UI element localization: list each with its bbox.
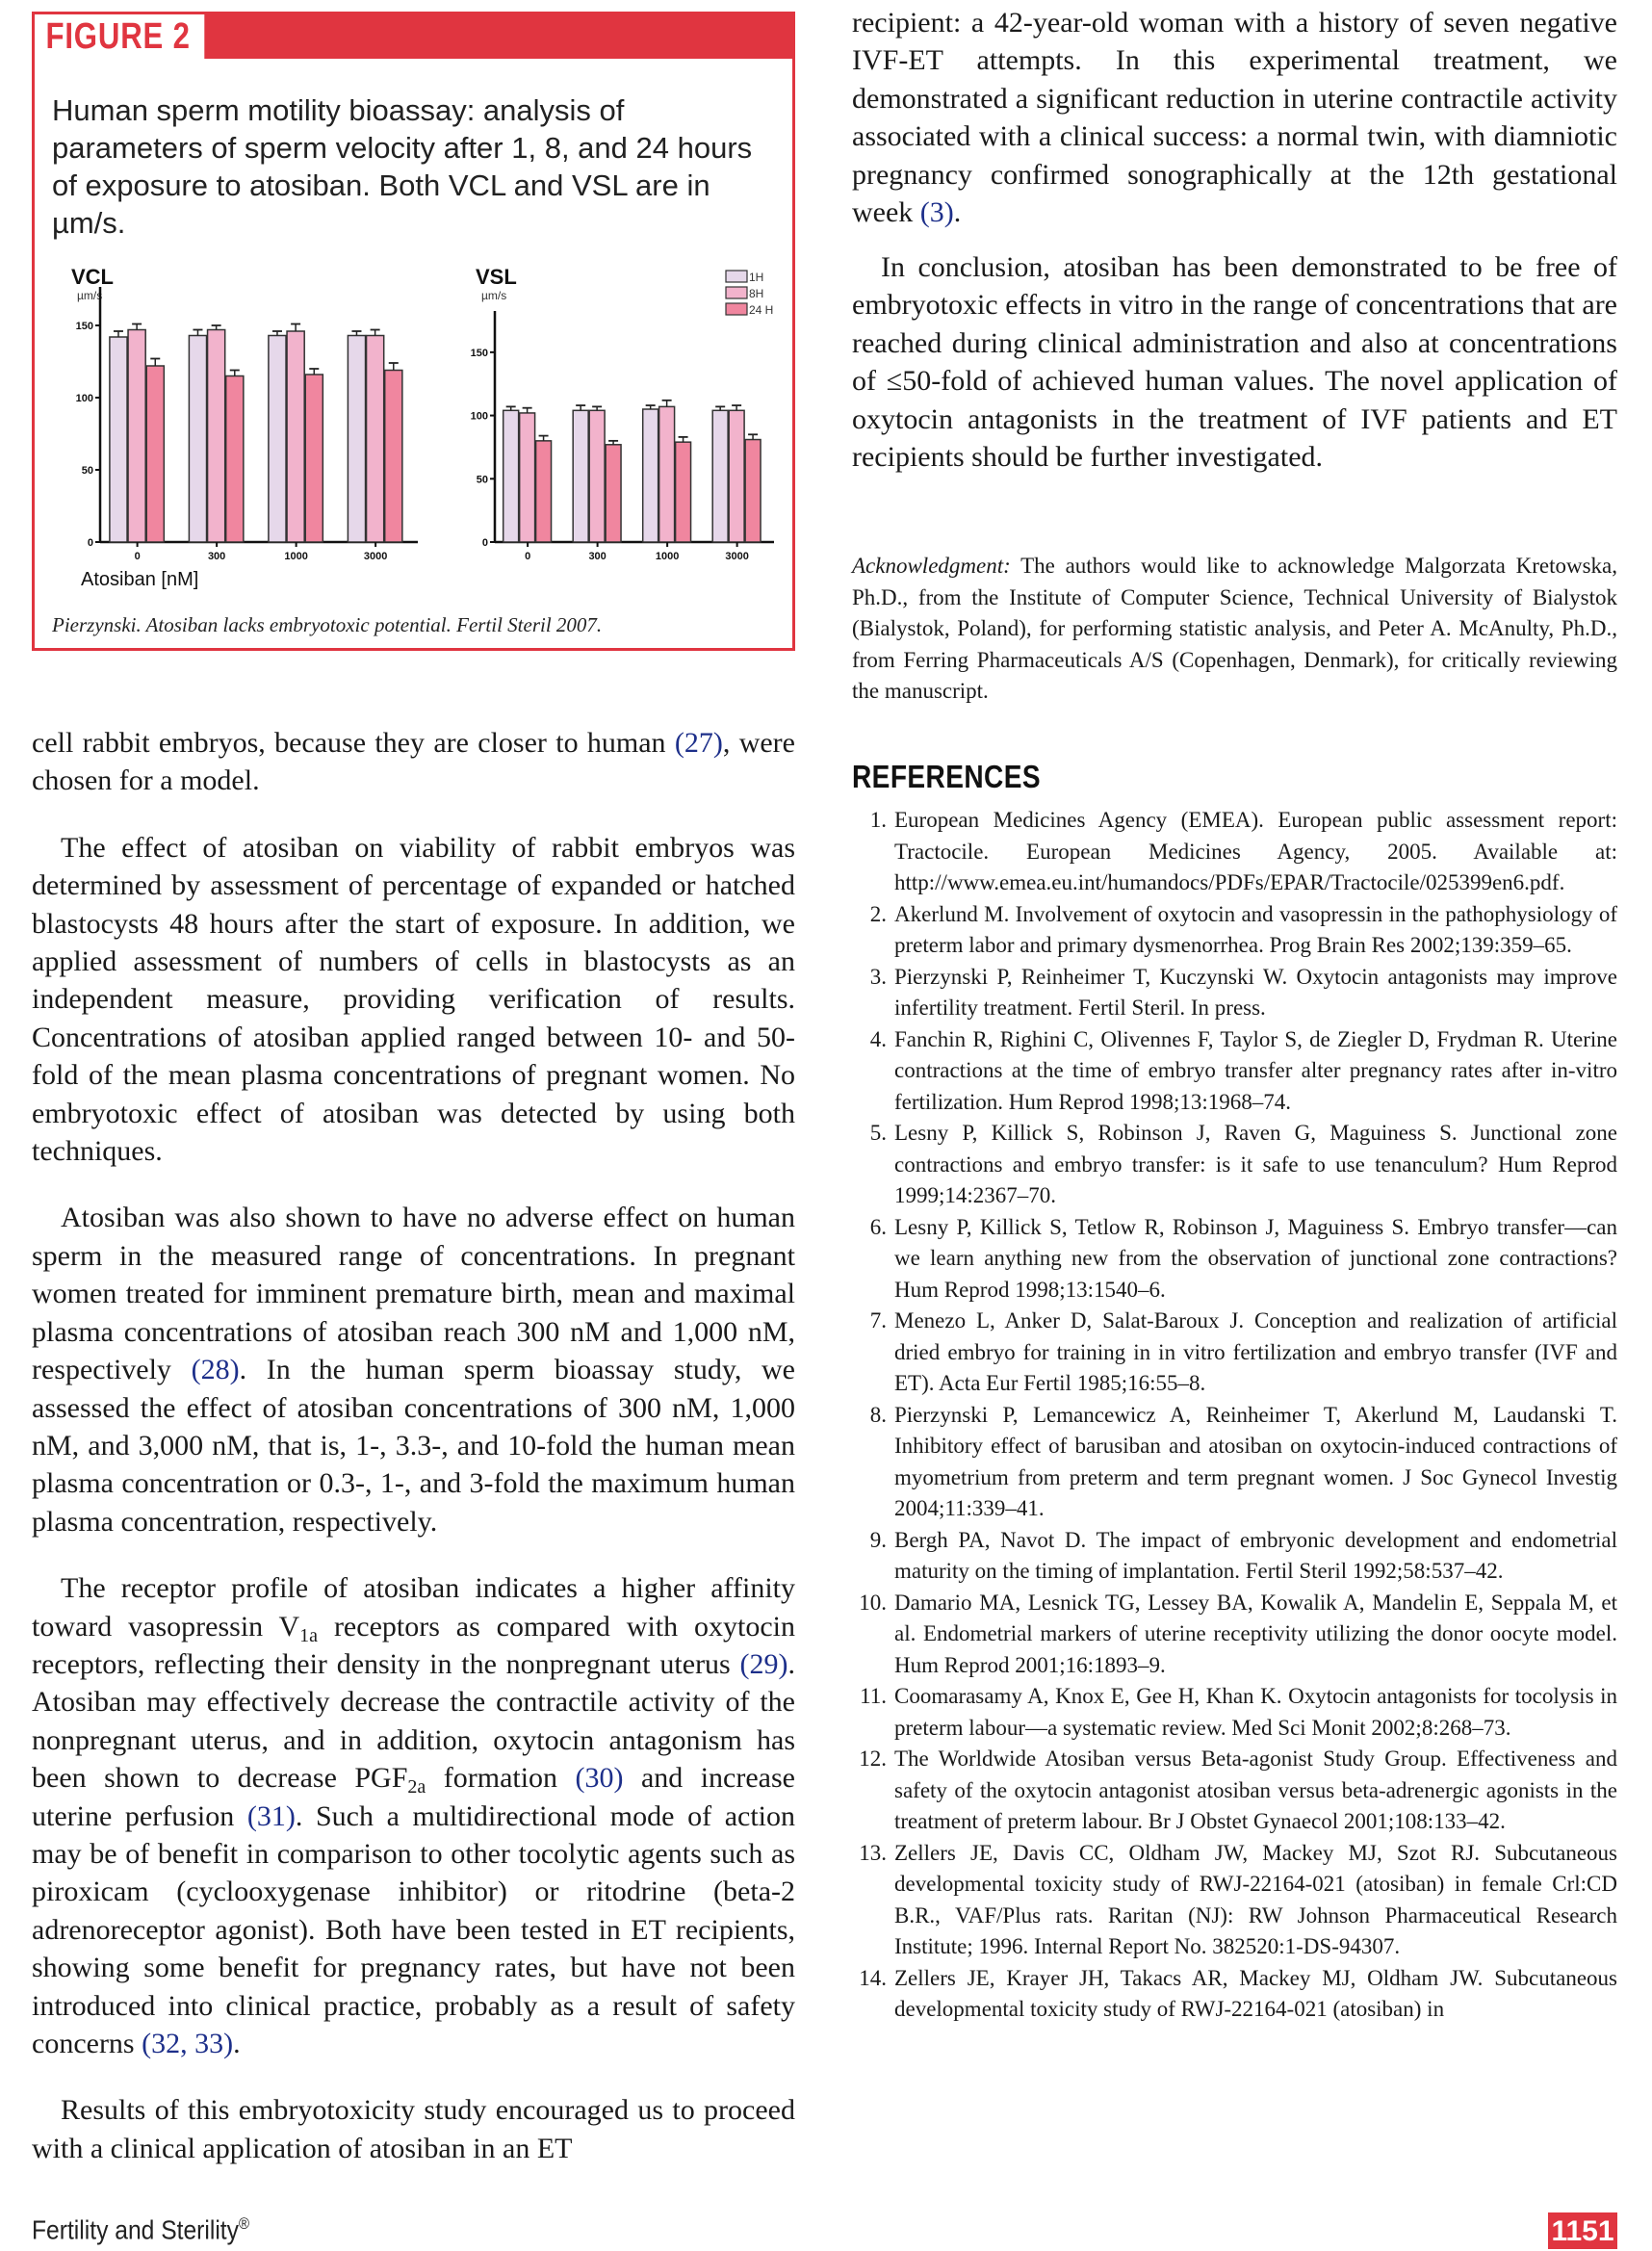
paragraph-conclusion: In conclusion, atosiban has been demonstrated to be free of embryotoxic effects in vitro in the range of concentrations that are reached during clinical administration and also at concentrations of ≤50-fold of achieved human values. The novel application of oxytocin antagonists in the treatment of IVF patients and ET recipients should be further investigated. [852, 251, 1617, 474]
right-column-top [852, 4, 1617, 231]
reference-number: 14. [859, 1965, 887, 1990]
reference-text: European Medicines Agency (EMEA). European public assessment report: Tractocile. European Medicines Agency, 2005. Available at: http://www.emea.eu.int/humandocs/PDFs/EPAR/Tractocile/025399en6.pdf. [894, 808, 1617, 894]
bar [536, 441, 552, 542]
svg-text:100: 100 [75, 393, 93, 404]
reference-item [852, 1118, 1617, 1212]
reference-item [852, 1400, 1617, 1525]
paragraph-sperm-effect: Atosiban was also shown to have no adverse effect on human sperm in the measured range of concentrations. In pregnant women treated for imminent premature birth, mean and maximal plasma concentrations of atosiban reach 300 nM and 1,000 nM, respectively (28). In the human sperm bioassay study, we assessed the effect of atosiban concentrations of 300 nM, 1,000 nM, and 3,000 nM, that is, 1-, 3.3-, and 10-fold the human mean plasma concentration or 0.3-, 1-, and 3-fold the maximum human plasma concentration, respectively. [32, 1202, 795, 1538]
reference-number: 7. [869, 1308, 887, 1332]
chart-unit-label: µm/s [77, 289, 103, 302]
paragraph-rabbit-model: cell rabbit embryos, because they are closer to human (27), were chosen for a model. [32, 727, 795, 797]
reference-text: Zellers JE, Davis CC, Oldham JW, Mackey MJ, Szot RJ. Subcutaneous developmental toxicity study of RWJ-22164-021 (atosiban) in female Crl:CD B.R., VAF/Plus rats. Raritan (NJ): RW Johnson Pharmaceutical Research Institute; 1996. Internal Report No. 382520:1-DS-94307. [894, 1840, 1617, 1958]
chart-title: VSL [476, 265, 517, 289]
legend-label: 1H [749, 271, 764, 284]
citation-link[interactable]: (32, 33) [142, 2028, 234, 2059]
reference-text: Lesny P, Killick S, Robinson J, Raven G, Maguiness S. Junctional zone contractions and embryo transfer: is it safe to use tenanculum? Hum Reprod 1999;14:2367–70. [894, 1121, 1617, 1207]
legend-label: 24 H [749, 303, 774, 317]
reference-text: Coomarasamy A, Knox E, Gee H, Khan K. Oxytocin antagonists for tocolysis in preterm labour—a systematic review. Med Sci Monit 2002;8:268–73. [894, 1684, 1617, 1740]
reference-item [852, 1744, 1617, 1838]
legend-swatch [726, 271, 747, 282]
reference-text: Damario MA, Lesnick TG, Lessey BA, Kowalik A, Mandelin E, Seppala M, et al. Endometrial markers of uterine receptivity utilizing the donor oocyte model. Hum Reprod 2001;16:1893–9. [894, 1590, 1617, 1677]
right-column-conclusion [852, 248, 1617, 476]
reference-item [852, 1024, 1617, 1119]
reference-number: 10. [859, 1590, 887, 1615]
citation-link[interactable]: (31) [246, 1799, 296, 1832]
bar [269, 336, 286, 543]
reference-item [852, 1306, 1617, 1400]
reference-number: 5. [869, 1121, 887, 1145]
bar [573, 410, 588, 542]
reference-text: Pierzynski P, Reinheimer T, Kuczynski W. Oxytocin antagonists may improve infertility treatment. Fertil Steril. In press. [894, 964, 1617, 1020]
bar [520, 413, 535, 542]
bar [226, 376, 244, 543]
reference-text: Bergh PA, Navot D. The impact of embryonic development and endometrial maturity on the timing of implantation. Fertil Steril 1992;58:537–42. [894, 1527, 1617, 1583]
citation-link[interactable]: (3) [919, 196, 954, 229]
reference-text: Akerlund M. Involvement of oxytocin and vasopressin in the pathophysiology of preterm labor and primary dysmenorrhea. Prog Brain Res 2002;139:359–65. [894, 901, 1617, 957]
x-tick-label: 3000 [725, 551, 749, 562]
reference-item [852, 805, 1617, 899]
figure-caption: Human sperm motility bioassay: analysis of parameters of sperm velocity after 1, 8, and 24 hours of exposure to atosiban. Both VCL and VSL are in µm/s. [52, 93, 753, 240]
figure-2-box [32, 12, 795, 651]
reference-item [852, 1963, 1617, 2026]
bar [503, 410, 519, 542]
reference-number: 6. [869, 1214, 887, 1239]
bar [348, 336, 365, 543]
reference-item [852, 962, 1617, 1024]
x-axis-label: Atosiban [nM] [81, 569, 199, 590]
bar [606, 445, 621, 542]
svg-text:50: 50 [476, 474, 488, 486]
svg-text:0: 0 [87, 537, 93, 549]
reference-number: 13. [859, 1840, 887, 1865]
reference-item [852, 899, 1617, 962]
reference-number: 3. [869, 964, 887, 989]
bar [287, 331, 304, 542]
bar [146, 366, 164, 542]
x-tick-label: 300 [207, 551, 226, 562]
legend-swatch [726, 303, 747, 315]
bar [367, 336, 384, 543]
acknowledgment-text: Acknowledgment: The authors would like to acknowledge Malgorzata Kretowska, Ph.D., from the Institute of Computer Science, Technical University of Bialystok (Bialystok, Poland), for performing statistic analysis, and Peter A. McAnulty, Ph.D., from Ferring Pharmaceuticals A/S (Copenhagen, Denmark), for critically reviewing the manuscript. [852, 554, 1617, 703]
bar [110, 337, 127, 542]
citation-link[interactable]: (27) [674, 727, 723, 759]
paragraph-clinical-case: recipient: a 42-year-old woman with a history of seven negative IVF-ET attempts. In this experimental treatment, we demonstrated a significant reduction in uterine contractile activity associated with a clinical success: a normal twin, with diamniotic pregnancy confirmed sonographically at the 12th gestational week (3). [852, 7, 1617, 229]
bar-chart-vcl-vsl [52, 263, 784, 595]
bar [208, 330, 225, 543]
bar [643, 409, 658, 542]
svg-text:150: 150 [470, 347, 488, 359]
reference-item [852, 1525, 1617, 1588]
reference-number: 9. [869, 1527, 887, 1552]
references-heading: REFERENCES [852, 759, 1041, 794]
figure-label: FIGURE 2 [35, 14, 205, 59]
reference-item [852, 1681, 1617, 1744]
svg-text:50: 50 [81, 465, 93, 477]
x-tick-label: 1000 [284, 551, 308, 562]
reference-text: Menezo L, Anker D, Salat-Baroux J. Conception and realization of artificial dried embryo for training in in vitro fertilization and embryo transfer (IVF and ET). Acta Eur Fertil 1985;16:55–8. [894, 1308, 1617, 1395]
reference-number: 2. [869, 901, 887, 926]
legend-swatch [726, 287, 747, 298]
x-tick-label: 300 [588, 551, 607, 562]
reference-number: 4. [869, 1026, 887, 1051]
reference-text: Fanchin R, Righini C, Olivennes F, Taylor S, de Ziegler D, Frydman R. Uterine contractions at the time of embryo transfer alter pregnancy rates after in-vitro fertilization. Hum Reprod 1998;13:1968–74. [894, 1026, 1617, 1114]
citation-link[interactable]: (28) [191, 1354, 240, 1386]
reference-number: 12. [859, 1746, 887, 1771]
reference-number: 8. [869, 1402, 887, 1427]
figure-citation: Pierzynski. Atosiban lacks embryotoxic potential. Fertil Steril 2007. [52, 613, 603, 636]
bar [589, 410, 605, 542]
x-tick-label: 1000 [655, 551, 680, 562]
svg-text:0: 0 [481, 537, 488, 549]
references-list [852, 805, 1617, 2026]
reference-number: 1. [869, 808, 887, 832]
chart-title: VCL [71, 265, 114, 289]
x-tick-label: 0 [134, 551, 141, 562]
x-tick-label: 0 [525, 551, 531, 562]
figure-chart-area [52, 263, 784, 595]
citation-link[interactable]: (30) [575, 1762, 624, 1795]
bar [189, 336, 206, 543]
reference-text: Pierzynski P, Lemancewicz A, Reinheimer T, Akerlund M, Laudanski T. Inhibitory effect of barusiban and atosiban on oxytocin-induced contractions of myometrium from preterm and term pregnant women. J Soc Gynecol Investig 2004;11:339–41. [894, 1402, 1617, 1520]
svg-text:100: 100 [470, 410, 488, 423]
bar [385, 371, 402, 543]
figure-header-bar [35, 14, 792, 59]
chart-unit-label: µm/s [481, 289, 507, 302]
reference-text: Lesny P, Killick S, Tetlow R, Robinson J, Maguiness S. Embryo transfer—can we learn anything new from the observation of junctional zone contractions? Hum Reprod 1998;13:1540–6. [894, 1214, 1617, 1302]
bar [676, 442, 691, 542]
bar [305, 375, 323, 542]
left-column [32, 724, 795, 2167]
footer-journal-name: Fertility and Sterility® [32, 2214, 250, 2245]
reference-number: 11. [860, 1684, 887, 1708]
paragraph-receptor-profile: The receptor profile of atosiban indicates a higher affinity toward vasopressin $V_{1a}$ receptors as compared with oxytocin receptors, reflecting their density in the nonpregnant uterus (29). Atosiban may effectively decrease the contractile activity of the nonpregnant uterus, and in addition, oxytocin antagonism has been shown to decrease $PGF_{2a}$ formation (30) and increase uterine perfusion (31). Such a multidirectional mode of action may be of benefit in comparison to other tocolytic agents such as piroxicam (cyclooxygenase inhibitor) or ritodrine (beta-2 adrenoreceptor agonist). Both have been tested in ET recipients, showing some benefit for pregnancy rates, but have not been introduced into clinical practice, probably as a result of safety concerns (32, 33). [32, 1572, 795, 2059]
bar [745, 440, 761, 542]
x-tick-label: 3000 [363, 551, 388, 562]
bar [712, 410, 728, 542]
acknowledgment-label: Acknowledgment: [852, 554, 1011, 578]
bar [128, 330, 145, 543]
legend-label: 8H [749, 287, 764, 300]
bar [659, 406, 675, 542]
citation-link[interactable]: (29) [739, 1647, 788, 1680]
reference-item [852, 1838, 1617, 1963]
reference-item [852, 1212, 1617, 1307]
bar [729, 410, 744, 542]
reference-text: The Worldwide Atosiban versus Beta-agonist Study Group. Effectiveness and safety of the oxytocin antagonist atosiban versus beta-adrenergic agonists in the treatment of preterm labour. Br J Obstet Gynaecol 2001;108:133–42. [894, 1746, 1617, 1833]
svg-text:150: 150 [75, 321, 93, 332]
paragraph-results: Results of this embryotoxicity study encouraged us to proceed with a clinical application of atosiban in an ET [32, 2094, 795, 2164]
paragraph-viability: The effect of atosiban on viability of rabbit embryos was determined by assessment of percentage of expanded or hatched blastocysts 48 hours after the start of exposure. In addition, we applied assessment of numbers of cells in blastocysts as an independent measure, providing verification of results. Concentrations of atosiban applied ranged between 10- and 50-fold of the mean plasma concentrations of pregnant women. No embryotoxic effect of atosiban was detected by using both techniques. [32, 831, 795, 1168]
page-number: 1151 [1548, 2212, 1617, 2249]
acknowledgment-section [852, 551, 1617, 708]
reference-text: Zellers JE, Krayer JH, Takacs AR, Mackey MJ, Oldham JW. Subcutaneous developmental toxicity study of RWJ-22164-021 (atosiban) in [894, 1965, 1617, 2021]
reference-item [852, 1588, 1617, 1682]
